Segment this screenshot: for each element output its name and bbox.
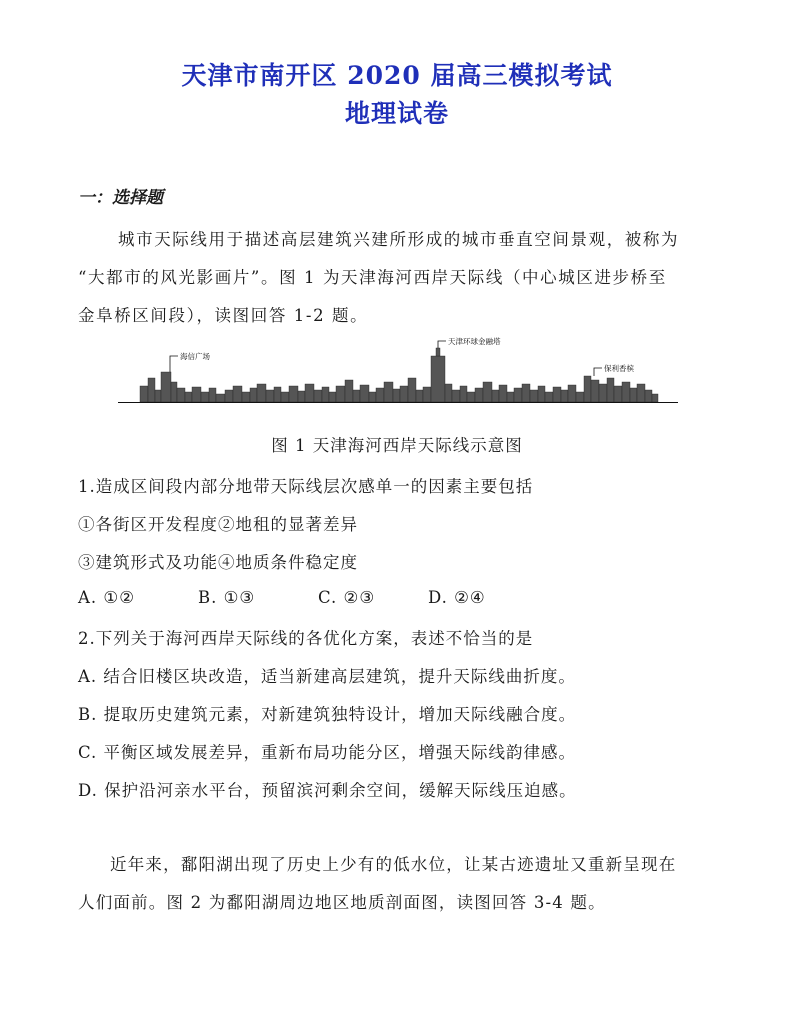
exam-subtitle: 地理试卷 bbox=[344, 99, 449, 128]
section-heading: 一：选择题 bbox=[78, 188, 163, 208]
q1-stem: 1.造成区间段内部分地带天际线层次感单一的因素主要包括 bbox=[78, 477, 534, 496]
q1-items-2: ③建筑形式及功能④地质条件稳定度 bbox=[78, 553, 358, 572]
q2-option-a: A. 结合旧楼区块改造，适当新建高层建筑，提升天际线曲折度。 bbox=[78, 667, 576, 686]
figure1-caption: 图 1 天津海河西岸天际线示意图 bbox=[271, 436, 523, 455]
skyline-figure bbox=[118, 332, 680, 412]
label-haixin: 海信广场 bbox=[180, 352, 210, 361]
q1-items-1: ①各街区开发程度②地租的显著差异 bbox=[78, 515, 358, 534]
intro2-line-1: 近年来，鄱阳湖出现了历史上少有的低水位，让某古迹遗址又重新呈现在 bbox=[110, 855, 677, 874]
q2-stem: 2.下列关于海河西岸天际线的各优化方案，表述不恰当的是 bbox=[78, 629, 534, 648]
label-baoli: 保利香槟 bbox=[604, 364, 634, 373]
intro-line-3: 金阜桥区间段），读图回答 1-2 题。 bbox=[78, 306, 369, 325]
q1-option-a: A. ①② bbox=[78, 588, 135, 607]
q2-option-c: C. 平衡区域发展差异，重新布局功能分区，增强天际线韵律感。 bbox=[78, 743, 577, 762]
exam-title: 天津市南开区 2020 届高三模拟考试 bbox=[181, 61, 613, 90]
label-tianjin-tower: 天津环球金融塔 bbox=[448, 337, 501, 346]
q2-option-b: B. 提取历史建筑元素，对新建筑独特设计，增加天际线融合度。 bbox=[78, 705, 577, 724]
intro2-line-2: 人们面前。图 2 为鄱阳湖周边地区地质剖面图，读图回答 3-4 题。 bbox=[78, 893, 606, 912]
q2-option-d: D. 保护沿河亲水平台，预留滨河剩余空间，缓解天际线压迫感。 bbox=[78, 781, 577, 800]
q1-option-c: C. ②③ bbox=[318, 588, 376, 607]
q1-option-b: B. ①③ bbox=[198, 588, 256, 607]
q1-option-d: D. ②④ bbox=[428, 588, 486, 607]
intro-line-2: “大都市的风光影画片”。图 1 为天津海河西岸天际线（中心城区进步桥至 bbox=[78, 268, 667, 287]
intro-line-1: 城市天际线用于描述高层建筑兴建所形成的城市垂直空间景观，被称为 bbox=[118, 230, 680, 249]
